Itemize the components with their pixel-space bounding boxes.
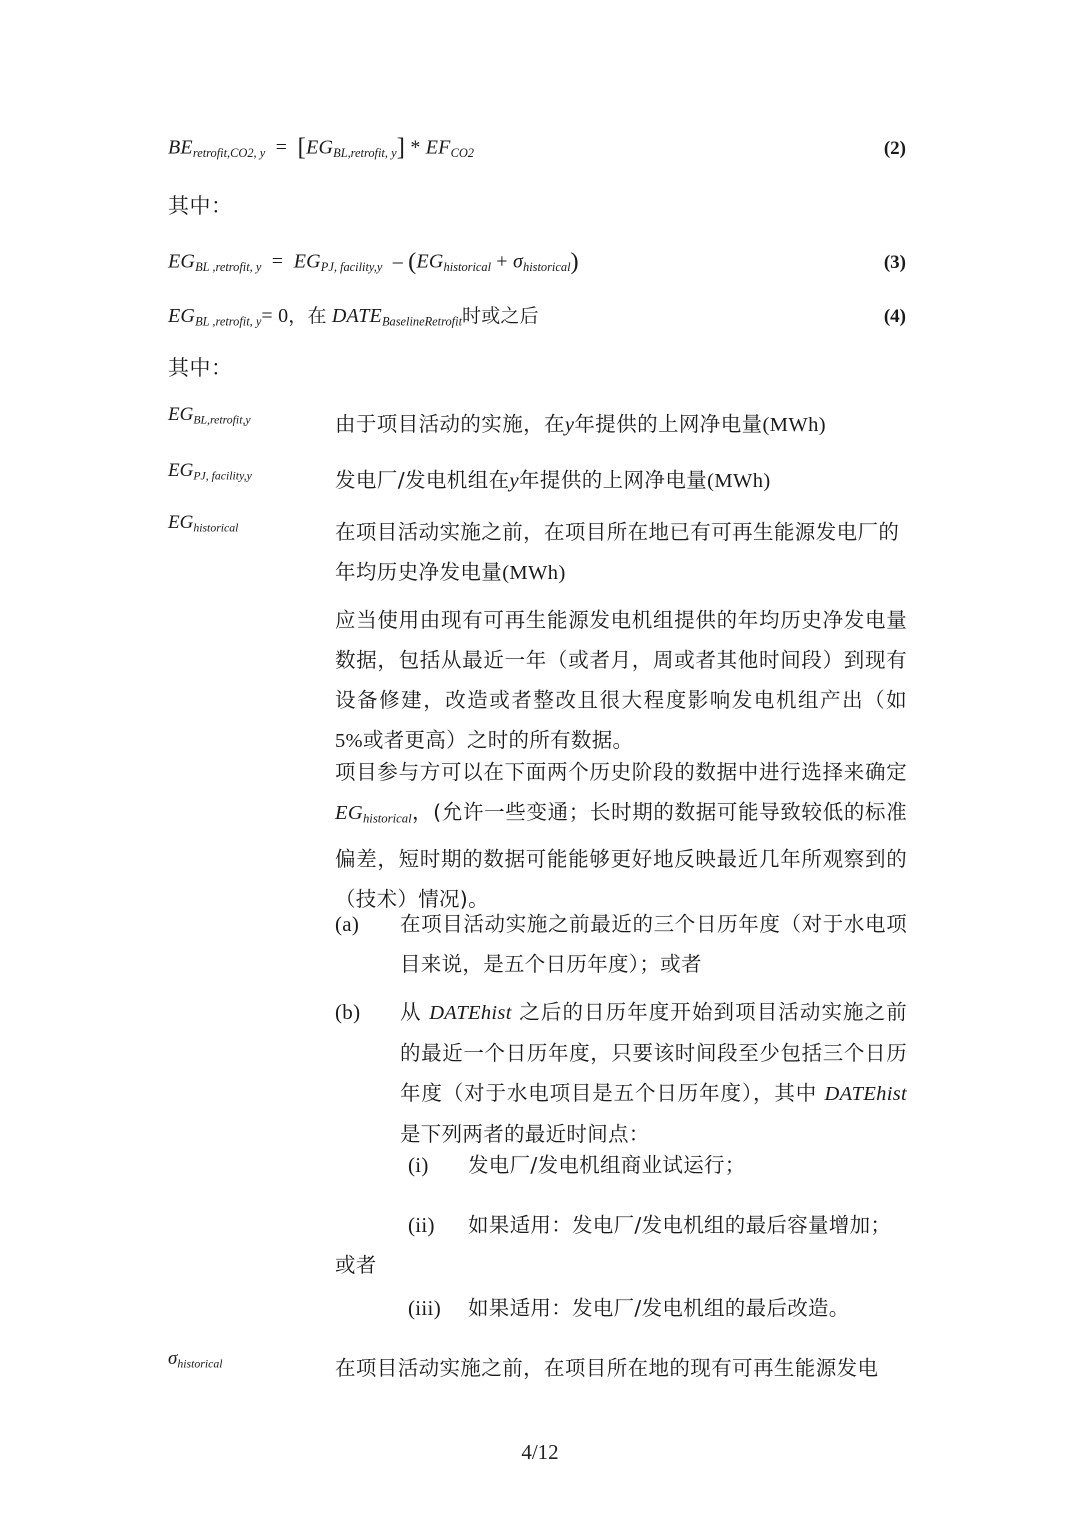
definition-description: 发电厂/发电机组在y年提供的上网净电量(MWh) [335, 468, 771, 492]
sub-list-item-text: 如果适用：发电厂/发电机组的最后改造。 [468, 1296, 850, 1320]
list-item-text: 从 DATEhist 之后的日历年度开始到项目活动实施之前的最近一个日历年度，只要该时间段至少包括三个日历年度（对于水电项目是五个日历年度），其中 DATEhist 是下列两者的最近时间点： [400, 1000, 907, 1146]
inline-term-eg-historical: $EG_{historical}$ [335, 802, 412, 826]
list-item-text: 在项目活动实施之前最近的三个日历年度（对于水电项目来说，是五个日历年度）；或者 [400, 912, 907, 976]
equation-2-expression: $BE_{retrofit,CO2, y} = [EG_{BL,retrofit, y}] * EF_{CO2}$ [168, 134, 474, 161]
sub-list-item [408, 1145, 908, 1185]
equation-2-row [168, 134, 906, 162]
definition-term: $\sigma_{historical}$ [168, 1348, 223, 1371]
definition-row [168, 512, 908, 593]
list-item-marker: (b) [335, 1000, 361, 1024]
sub-list-item-text: 发电厂/发电机组商业试运行； [468, 1153, 746, 1177]
equation-4-expression: $EG_{BL ,retrofit, y}= 0$，在 $DATE_{BaselineRetrofit}$时或之后 [168, 305, 539, 329]
sub-list-item-continuation: 或者 [335, 1253, 377, 1277]
definition-row [168, 460, 908, 501]
definition-row [168, 404, 908, 445]
definition-term: $EG_{BL,retrofit,y}$ [168, 404, 251, 427]
where-label-1: 其中： [168, 194, 233, 218]
page-number-footer: 4/12 [521, 1440, 559, 1464]
list-item [335, 992, 907, 1154]
definition-term: $EG_{historical}$ [168, 512, 239, 535]
definition-description: 在项目活动实施之前，在项目所在地已有可再生能源发电厂的年均历史净发电量(MWh) [335, 520, 900, 584]
definition-description: 在项目活动实施之前，在项目所在地的现有可再生能源发电 [335, 1356, 879, 1380]
sub-list-item-marker: (ii) [408, 1213, 435, 1237]
sub-list-item [408, 1288, 908, 1328]
sub-list-item [408, 1205, 908, 1245]
paragraph-choose-period: 项目参与方可以在下面两个历史阶段的数据中进行选择来确定 $EG_{historical}$，(允许一些变通；长时期的数据可能导致较低的标准偏差，短时期的数据可能能够更好地反映最近几年所观察到的（技术）情况)。 [335, 760, 907, 911]
equation-2-number: (2) [883, 137, 906, 159]
sub-list-item-marker: (i) [408, 1153, 429, 1177]
sub-list-item-text: 如果适用：发电厂/发电机组的最后容量增加； [468, 1213, 892, 1237]
equation-3-row [168, 248, 906, 276]
sub-list-item-marker: (iii) [408, 1296, 441, 1320]
equation-4-row [168, 301, 906, 329]
definition-row [168, 1348, 908, 1388]
list-item [335, 904, 907, 984]
definition-term: $EG_{PJ, facility,y}$ [168, 460, 252, 483]
paragraph-average-data: 应当使用由现有可再生能源发电机组提供的年均历史净发电量数据，包括从最近一年（或者月，周或者其他时间段）到现有设备修建，改造或者整改且很大程度影响发电机组产出（如 5%或者更高）之时的所有数据。 [335, 608, 907, 752]
definition-description: 由于项目活动的实施，在y年提供的上网净电量(MWh) [335, 412, 826, 436]
equation-4-number: (4) [883, 306, 906, 327]
where-label-2: 其中： [168, 356, 233, 380]
equation-3-number: (3) [883, 251, 906, 273]
equation-3-expression: $EG_{BL ,retrofit, y} = EG_{PJ, facility,y} - (EG_{historical} + \sigma_{historical})$ [168, 248, 579, 275]
list-item-marker: (a) [335, 912, 360, 936]
